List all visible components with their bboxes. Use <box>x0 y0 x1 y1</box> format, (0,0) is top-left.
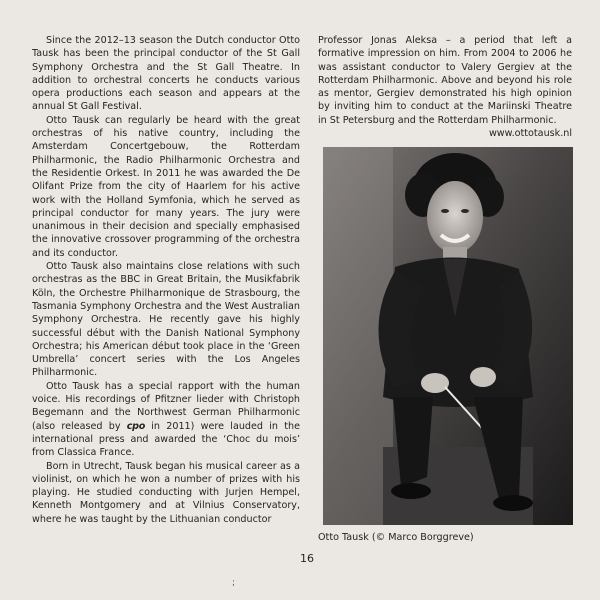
portrait-illustration <box>323 147 573 525</box>
conductor-photo <box>323 147 573 525</box>
cpo-label-logo: cpo <box>126 420 145 432</box>
page-number: 16 <box>300 552 314 565</box>
paragraph-6-text: Professor Jonas Aleksa – a period that left a formative impression on him. From 2004 to 2006 he was assistant conductor to Valery Gergiev at the Rotterdam Philharmonic. Above and beyond his role as mentor, Gergiev demonstrated his high opinion by inviting him to conduct at the Mariinski Theatre in St Petersburg and the Rotterdam Philharmonic. <box>318 35 572 126</box>
paragraph-4-part-1: Otto Tausk has a special rapport with the human voice. His recordings of Pfitzner lieder with Christoph Begemann and the Northwest German Philharmonic (also released by <box>32 380 300 432</box>
right-text-column <box>318 34 572 140</box>
left-text-column <box>32 34 300 526</box>
paragraph-4 <box>32 380 300 460</box>
photo-caption: Otto Tausk (© Marco Borggreve) <box>318 532 474 543</box>
paragraph-5: Born in Utrecht, Tausk began his musical career as a violinist, on which he won a number of prizes with his playing. He studied conducting with Jurjen Hempel, Kenneth Montgomery and at Vilnius Conservatory, where he was taught by the Lithuanian conductor <box>32 460 300 525</box>
paragraph-6 <box>318 34 572 140</box>
website-link[interactable]: www.ottotausk.nl <box>488 128 572 140</box>
paragraph-4-part-2: in 2011) were lauded in the international press and awarded the ‘Choc du mois’ from Classica France. <box>32 420 300 459</box>
paragraph-1: Since the 2012–13 season the Dutch conductor Otto Tausk has been the principal conductor of the St Gall Symphony Orchestra and the St Gall Theatre. In addition to orchestral concerts he conducts various opera productions each season and appears at the annual St Gall Festival. <box>32 35 300 113</box>
paragraph-3: Otto Tausk also maintains close relations with such orchestras as the BBC in Great Britain, the Musikfabrik Köln, the Orchestre Philharmonique de Strasbourg, the Tasmania Symphony Orchestra and the West Australian Symphony Orchestra. He recently gave his highly successful début with the Danish National Symphony Orchestra; his American début took place in the ‘Green Umbrella’ concert series with the Los Angeles Philharmonic. <box>32 261 300 379</box>
paragraph-2: Otto Tausk can regularly be heard with the great orchestras of his native country, including the Amsterdam Concertgebouw, the Rotterdam Philharmonic, the Radio Philharmonic Orchestra and the Residentie Orkest. In 2011 he was awarded the De Olifant Prize from the city of Haarlem for his active work with the Holland Symfonia, which he served as principal conductor for many years. The jury were unanimous in their decision and specially emphasised the innovative crossover programming of the orchestra and its conductor. <box>32 114 300 259</box>
footer-mark: ; <box>232 578 236 588</box>
